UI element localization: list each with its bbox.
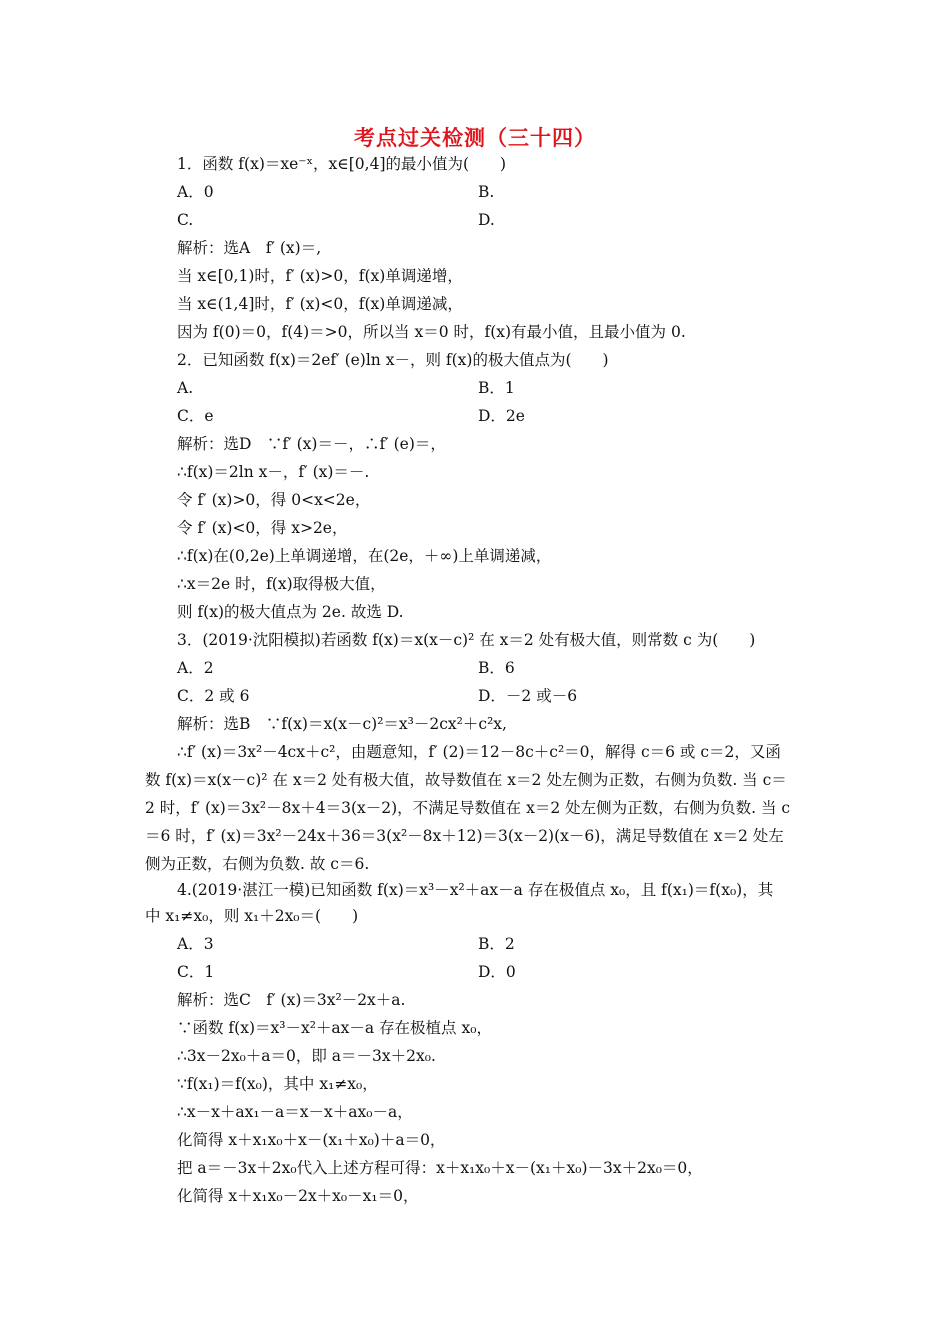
q1-option-b: B. — [478, 183, 495, 201]
q2-solution-line: ∴f(x)在(0,2e)上单调递增，在(2e，＋∞)上单调递减， — [177, 547, 552, 565]
q4-solution-line: 化简得 x＋x₁x₀－2x＋x₀－x₁＝0， — [177, 1187, 419, 1205]
q4-solution-line: 把 a＝－3x＋2x₀代入上述方程可得：x＋x₁x₀＋x－(x₁＋x₀)－3x＋2x₀＝0， — [177, 1159, 703, 1177]
q2-option-b: B．1 — [478, 379, 515, 397]
q4-stem: 中 x₁≠x₀，则 x₁＋2x₀＝( ) — [145, 907, 359, 925]
q3-solution-line: 2 时，f′ (x)＝3x²－8x＋4＝3(x－2)，不满足导数值在 x＝2 处左侧为正数，右侧为负数. 当 c — [145, 799, 791, 817]
q2-solution-line: 令 f′ (x)<0，得 x>2e， — [177, 519, 348, 537]
q2-option-c: C．e — [177, 407, 214, 425]
q3-solution-line: 解析：选B ∵f(x)＝x(x－c)²＝x³－2cx²＋c²x, — [177, 715, 507, 733]
q3-option-a: A．2 — [177, 659, 214, 677]
q1-solution-line: 当 x∈[0,1)时，f′ (x)>0，f(x)单调递增， — [177, 267, 463, 285]
q4-solution-line: ∴3x－2x₀＋a＝0，即 a＝－3x＋2x₀. — [177, 1047, 436, 1065]
q4-stem: 4.(2019·湛江一模)已知函数 f(x)＝x³－x²＋ax－a 存在极值点 x₀，且 f(x₁)＝f(x₀)，其 — [177, 881, 774, 899]
q4-solution-line: 解析：选C f′ (x)＝3x²－2x＋a. — [177, 991, 406, 1009]
q3-option-b: B．6 — [478, 659, 515, 677]
q1-solution-line: 因为 f(0)＝0，f(4)＝>0，所以当 x＝0 时，f(x)有最小值，且最小值为 0. — [177, 323, 686, 341]
q1-stem: 1．函数 f(x)＝xe⁻ˣ，x∈[0,4]的最小值为( ) — [177, 155, 507, 173]
q4-option-c: C．1 — [177, 963, 215, 981]
q1-option-a: A．0 — [177, 183, 214, 201]
q3-solution-line: ＝6 时，f′ (x)＝3x²－24x＋36＝3(x²－8x＋12)＝3(x－2)(x－6)，满足导数值在 x＝2 处左 — [145, 827, 784, 845]
q1-option-d: D. — [478, 211, 495, 229]
q1-solution-line: 解析：选A f′ (x)＝, — [177, 239, 322, 257]
q3-solution-line: 数 f(x)＝x(x－c)² 在 x＝2 处有极大值，故导数值在 x＝2 处左侧为正数，右侧为负数. 当 c＝ — [145, 771, 787, 789]
q4-option-a: A．3 — [177, 935, 214, 953]
q3-stem: 3．(2019·沈阳模拟)若函数 f(x)＝x(x－c)² 在 x＝2 处有极大值，则常数 c 为( ) — [177, 631, 756, 649]
q2-solution-line: 解析：选D ∵f′ (x)＝－，∴f′ (e)＝， — [177, 435, 446, 453]
page-title: 考点过关检测（三十四） — [354, 126, 596, 150]
q4-solution-line: ∵f(x₁)＝f(x₀)，其中 x₁≠x₀， — [177, 1075, 378, 1093]
q2-solution-line: 令 f′ (x)>0，得 0<x<2e， — [177, 491, 371, 509]
q1-solution-line: 当 x∈(1,4]时，f′ (x)<0，f(x)单调递减， — [177, 295, 463, 313]
q2-solution-line: ∴f(x)＝2ln x－，f′ (x)＝－. — [177, 463, 370, 481]
q2-option-d: D．2e — [478, 407, 525, 425]
q4-solution-line: ∴x－x＋ax₁－a＝x－x＋ax₀－a， — [177, 1103, 413, 1121]
q3-option-c: C．2 或 6 — [177, 687, 250, 705]
q2-solution-line: 则 f(x)的极大值点为 2e. 故选 D. — [177, 603, 404, 621]
q2-solution-line: ∴x＝2e 时，f(x)取得极大值， — [177, 575, 386, 593]
q3-solution-line: ∴f′ (x)＝3x²－4cx＋c²，由题意知，f′ (2)＝12－8c＋c²＝0，解得 c＝6 或 c＝2，又函 — [177, 743, 781, 761]
q4-option-b: B．2 — [478, 935, 515, 953]
q4-solution-line: ∵函数 f(x)＝x³－x²＋ax－a 存在极植点 x₀， — [177, 1019, 492, 1037]
q2-stem: 2．已知函数 f(x)＝2ef′ (e)ln x－，则 f(x)的极大值点为( ) — [177, 351, 609, 369]
q3-option-d: D．－2 或－6 — [478, 687, 578, 705]
q4-option-d: D．0 — [478, 963, 516, 981]
q4-solution-line: 化简得 x＋x₁x₀＋x－(x₁＋x₀)＋a＝0， — [177, 1131, 446, 1149]
q1-option-c: C. — [177, 211, 194, 229]
q3-solution-line: 侧为正数，右侧为负数. 故 c＝6. — [145, 855, 370, 873]
q2-option-a: A. — [177, 379, 194, 397]
